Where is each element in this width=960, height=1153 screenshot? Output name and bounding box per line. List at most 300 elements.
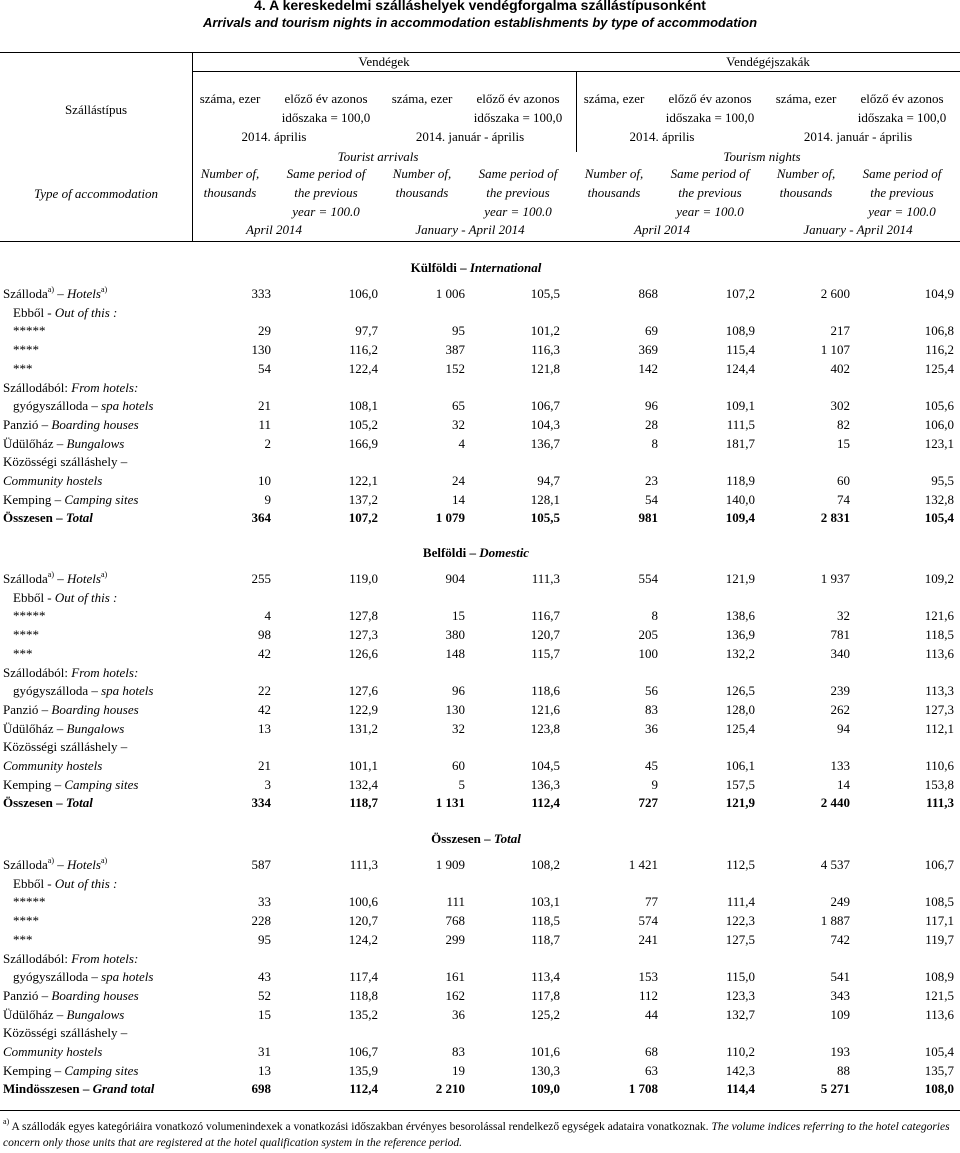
table-cell: 21 (258, 398, 271, 414)
table-cell: 112 (638, 987, 658, 1003)
table-cell: 768 (445, 913, 465, 929)
table-cell: 181,7 (725, 435, 755, 451)
table-cell: 1 909 (435, 857, 465, 872)
table-cell: 100 (638, 645, 658, 661)
row-label-hu: Szálloda (3, 571, 48, 586)
group-rule (192, 71, 960, 72)
table-cell: 101,6 (530, 1044, 560, 1059)
table-cell: 364 (251, 510, 271, 526)
period-header-en: April 2014 (634, 222, 690, 237)
table-cell: 3 (264, 776, 271, 792)
table-cell: 22 (258, 683, 271, 699)
row-label-en: Camping sites (64, 776, 139, 792)
row-label (3, 702, 139, 718)
row-label-en: Out of this : (54, 589, 118, 605)
table-cell: 105,4 (924, 1044, 954, 1059)
table-cell: 114,4 (726, 1081, 755, 1097)
row-label-hu: Ebből - (13, 875, 52, 891)
table-cell: 107,2 (725, 286, 755, 301)
table-cell: 241 (638, 931, 658, 947)
row-label (13, 894, 46, 910)
row-label-hu: gyógyszálloda (13, 683, 89, 699)
col-header-en-2: thousands (395, 185, 449, 200)
table-cell: 13 (258, 720, 271, 736)
table-cell: 122,3 (725, 913, 755, 929)
table-cell: 109,4 (725, 510, 755, 526)
table-cell: 387 (445, 342, 465, 358)
table-cell: 106,7 (924, 857, 954, 872)
row-label (3, 473, 102, 489)
table-cell: 118,7 (349, 795, 378, 811)
dash: – (51, 491, 65, 507)
group-arrivals-hu: Vendégek (358, 54, 410, 69)
table-cell: 96 (645, 398, 658, 414)
period-header-hu: 2014. január - április (415, 129, 525, 144)
row-label (3, 492, 138, 508)
table-cell: 23 (645, 473, 658, 488)
table-cell: 1 937 (820, 571, 850, 586)
table-cell: 1 079 (435, 510, 465, 526)
row-label-en: From hotels: (71, 950, 139, 966)
row-label (13, 361, 33, 377)
table-cell: 135,9 (348, 1062, 378, 1078)
table-cell: 105,2 (348, 416, 378, 432)
table-cell: 121,6 (924, 608, 954, 624)
table-cell: 116,2 (349, 342, 378, 358)
table-cell: 135,2 (348, 1006, 378, 1022)
section-heading-en: Total (493, 831, 521, 846)
table-cell: 781 (830, 627, 850, 643)
section-heading-en: International (469, 260, 542, 275)
period-header-hu: 2014. április (241, 129, 307, 144)
table-cell: 11 (258, 416, 271, 432)
table-cell: 109,1 (725, 398, 755, 414)
header-bottom-rule (0, 241, 960, 242)
table-cell: 239 (830, 683, 850, 699)
table-cell: 13 (258, 1062, 271, 1078)
table-cell: 193 (830, 1044, 850, 1059)
table-cell: 118,5 (531, 913, 560, 929)
footnote-ref: a) (100, 570, 108, 579)
table-cell: 380 (445, 627, 465, 643)
table-cell: 131,2 (348, 720, 378, 736)
table-cell: 205 (638, 627, 658, 643)
row-label (3, 380, 138, 396)
group-nights-hu: Vendégéjszakák (726, 54, 810, 69)
col-header-en-1: Same period of (862, 166, 942, 181)
row-label-hu: Szálloda (3, 286, 48, 301)
table-cell: 77 (645, 894, 658, 910)
table-cell: 541 (830, 969, 850, 985)
table-cell: 21 (258, 758, 271, 773)
table-cell: 109,2 (924, 571, 954, 586)
row-label (13, 683, 153, 699)
dash: – (52, 795, 66, 811)
footnote-en: The volume indices referring to the hotel categories concern only those units that are registered at the hotel qualification system in the reference period. (3, 1121, 950, 1149)
row-label-hu: Mindösszesen (3, 1081, 80, 1097)
row-label (13, 932, 33, 948)
row-label-en: Boarding houses (51, 987, 139, 1003)
col-header-en-1: Number of, (776, 166, 836, 181)
table-cell: 108,0 (924, 1081, 954, 1097)
table-cell: 135,7 (924, 1062, 954, 1078)
footnote-ref: a) (47, 285, 54, 294)
table-cell: 126,5 (725, 683, 755, 699)
table-cell: 113,4 (531, 969, 560, 985)
row-label (3, 1063, 138, 1079)
table-cell: 42 (258, 645, 271, 661)
group-divider (576, 71, 577, 152)
table-cell: 299 (445, 931, 465, 947)
section-heading (411, 260, 542, 276)
table-cell: 33 (258, 894, 271, 910)
dash: – (53, 286, 67, 301)
table-cell: 113,6 (925, 1006, 954, 1022)
table-cell: 112,4 (531, 795, 560, 811)
col-header-en-2: the previous (294, 185, 358, 200)
table-cell: 107,2 (348, 510, 378, 526)
table-cell: 698 (251, 1081, 271, 1097)
footnote-mark: a) (3, 1117, 10, 1126)
table-cell: 111,3 (926, 795, 954, 811)
dash: – (117, 739, 128, 755)
table-cell: 162 (445, 987, 465, 1003)
table-cell: 574 (638, 913, 658, 929)
row-label-hu: Panzió (3, 701, 39, 717)
row-label-hu: Panzió (3, 416, 39, 432)
table-cell: 115,7 (531, 645, 560, 661)
group-nights-en: Tourism nights (723, 149, 801, 164)
table-cell: 116,2 (925, 342, 954, 358)
row-label-en: From hotels: (71, 664, 139, 680)
table-cell: 121,9 (725, 795, 755, 811)
footnote-ref: a) (47, 570, 54, 579)
table-cell: 2 210 (435, 1081, 465, 1097)
col-header-hu-top: száma, ezer (775, 91, 837, 106)
table-cell: 130 (251, 342, 271, 358)
col-header-en-2: the previous (486, 185, 550, 200)
table-cell: 2 440 (820, 795, 850, 811)
row-label (3, 721, 124, 737)
table-cell: 217 (830, 323, 850, 339)
dash: – (38, 987, 52, 1003)
table-cell: 108,9 (924, 969, 954, 985)
row-label (13, 323, 46, 339)
table-cell: 88 (837, 1062, 850, 1078)
table-cell: 904 (445, 571, 465, 586)
table-cell: 94 (837, 720, 850, 736)
row-label-en: Hotels (66, 286, 101, 301)
table-cell: 106,1 (725, 758, 755, 773)
table-cell: 56 (645, 683, 658, 699)
table-cell: 128,0 (725, 701, 755, 717)
table-cell: 117,4 (349, 969, 378, 985)
table-cell: 1 107 (820, 342, 850, 358)
table-cell: 130,3 (530, 1062, 560, 1078)
table-cell: 32 (452, 720, 465, 736)
row-label-en: Total (65, 510, 93, 526)
table-cell: 127,8 (348, 608, 378, 624)
table-cell: 95 (258, 931, 271, 947)
table-cell: 109,0 (530, 1081, 560, 1097)
row-label-hu: ***** (13, 894, 46, 910)
section-heading-hu: Belföldi (422, 545, 467, 560)
row-label-en: Total (65, 795, 93, 811)
row-label-en: spa hotels (101, 398, 154, 414)
table-cell: 52 (258, 987, 271, 1003)
table-cell: 868 (638, 286, 658, 301)
table-cell: 100,6 (348, 894, 378, 910)
row-label-hu: Szállodából: (3, 664, 68, 680)
table-cell: 402 (830, 360, 850, 376)
row-label-en: Hotels (66, 857, 101, 872)
footnote (3, 1119, 953, 1151)
dash: – (480, 831, 494, 846)
table-cell: 32 (837, 608, 850, 624)
table-cell: 106,7 (530, 398, 560, 414)
table-cell: 113,6 (925, 645, 954, 661)
table-cell: 42 (258, 701, 271, 717)
table-cell: 110,2 (726, 1044, 755, 1059)
table-cell: 36 (645, 720, 658, 736)
table-cell: 29 (258, 323, 271, 339)
table-cell: 113,3 (925, 683, 954, 699)
dash: – (53, 435, 67, 451)
row-label (3, 739, 127, 755)
table-cell: 5 271 (820, 1081, 850, 1097)
row-label-hu: gyógyszálloda (13, 969, 89, 985)
table-cell: 5 (458, 776, 465, 792)
row-label-en: Camping sites (64, 1062, 139, 1078)
table-cell: 4 (458, 435, 465, 451)
table-cell: 111,3 (531, 571, 560, 586)
table-cell: 1 887 (820, 913, 850, 929)
table-cell: 45 (645, 758, 658, 773)
col-header-en-3: year = 100.0 (676, 204, 744, 219)
table-cell: 255 (251, 571, 271, 586)
dash: – (51, 776, 65, 792)
table-cell: 118,8 (349, 987, 378, 1003)
table-cell: 166,9 (348, 435, 378, 451)
row-label-en: Boarding houses (51, 416, 139, 432)
table-cell: 727 (638, 795, 658, 811)
period-header-en: January - April 2014 (415, 222, 525, 237)
table-cell: 106,0 (924, 416, 954, 432)
col-header-en-3: year = 100.0 (484, 204, 552, 219)
period-header-hu: 2014. január - április (803, 129, 913, 144)
section-heading-en: Domestic (479, 545, 530, 560)
header-top-rule (0, 52, 960, 53)
footnote-ref: a) (47, 856, 54, 865)
table-cell: 121,5 (924, 987, 954, 1003)
row-label-hu: Összesen (3, 510, 53, 526)
row-label-hu: Szállodából: (3, 950, 68, 966)
row-label-hu: Ebből - (13, 589, 52, 605)
col-header-en-1: Same period of (478, 166, 558, 181)
table-cell: 128,1 (530, 491, 560, 507)
table-cell: 112,1 (925, 720, 954, 736)
table-cell: 4 (264, 608, 271, 624)
table-cell: 228 (251, 913, 271, 929)
table-cell: 742 (830, 931, 850, 947)
table-cell: 101,2 (530, 323, 560, 339)
table-cell: 334 (251, 795, 271, 811)
row-label-hu: Szálloda (3, 857, 48, 872)
dash: – (88, 969, 102, 985)
table-cell: 108,5 (924, 894, 954, 910)
table-cell: 82 (837, 416, 850, 432)
row-label-hu: *** (13, 360, 33, 376)
table-cell: 112,4 (349, 1081, 378, 1097)
table-cell: 116,7 (531, 608, 560, 624)
footnote-ref: a) (100, 856, 108, 865)
table-cell: 157,5 (725, 776, 755, 792)
table-cell: 119,7 (925, 931, 954, 947)
table-cell: 9 (264, 491, 271, 507)
table-cell: 554 (638, 571, 658, 586)
row-label-en: Bungalows (66, 435, 125, 451)
stub-label-hu: Szállástípus (64, 102, 128, 117)
row-label (3, 436, 124, 452)
row-label-en: Boarding houses (51, 701, 139, 717)
table-cell: 83 (452, 1044, 465, 1059)
col-header-en-2: thousands (779, 185, 833, 200)
row-label-hu: Kemping (3, 1062, 52, 1078)
table-cell: 1 421 (628, 857, 658, 872)
row-label-en: Camping sites (64, 491, 139, 507)
row-label-hu: Összesen (3, 795, 53, 811)
table-cell: 2 600 (820, 286, 850, 301)
table-cell: 15 (452, 608, 465, 624)
table-cell: 249 (830, 894, 850, 910)
table-cell: 302 (830, 398, 850, 414)
col-header-en-3: year = 100.0 (868, 204, 936, 219)
section-heading (431, 831, 521, 847)
table-cell: 43 (258, 969, 271, 985)
row-label (13, 590, 117, 606)
table-cell: 116,3 (531, 342, 560, 358)
dash: – (52, 510, 66, 526)
table-cell: 31 (258, 1044, 271, 1059)
table-cell: 110,6 (925, 758, 954, 773)
col-header-hu-top: száma, ezer (583, 91, 645, 106)
table-cell: 137,2 (348, 491, 378, 507)
table-cell: 109 (830, 1006, 850, 1022)
table-cell: 123,1 (924, 435, 954, 451)
table-cell: 14 (837, 776, 850, 792)
table-cell: 105,4 (924, 510, 954, 526)
row-label-en: Out of this : (54, 875, 118, 891)
table-cell: 120,7 (530, 627, 560, 643)
table-cell: 111,5 (726, 416, 755, 432)
row-label-hu: *** (13, 931, 33, 947)
table-cell: 123,8 (530, 720, 560, 736)
dash: – (117, 1025, 128, 1041)
table-cell: 123,3 (725, 987, 755, 1003)
stub-label-en: Type of accommodation (34, 186, 158, 201)
row-label-en: From hotels: (71, 379, 139, 395)
section-heading-hu: Külföldi (410, 260, 457, 275)
page-title: 4. A kereskedelmi szálláshelyek vendégforgalma szállástípusonként (254, 0, 706, 13)
table-cell: 105,6 (924, 398, 954, 414)
footnote-hu: A szállodák egyes kategóriáira vonatkozó volumenindexek a vonatkozási időszakban érvényes besorolással rendelkező egységek adataira vonatkoznak. (11, 1121, 709, 1133)
table-cell: 130 (445, 701, 465, 717)
table-cell: 74 (837, 491, 850, 507)
table-cell: 140,0 (725, 491, 755, 507)
row-label (13, 305, 117, 321)
table-cell: 111,3 (349, 857, 378, 872)
table-cell: 369 (638, 342, 658, 358)
table-cell: 10 (258, 473, 271, 488)
row-label-en: Community hostels (3, 473, 103, 488)
table-cell: 138,6 (725, 608, 755, 624)
table-cell: 136,7 (530, 435, 560, 451)
row-label-en: Grand total (92, 1081, 155, 1097)
table-cell: 122,1 (348, 473, 378, 488)
table-cell: 981 (638, 510, 658, 526)
row-label (3, 758, 102, 774)
row-label-hu: Közösségi szálláshely (3, 454, 118, 470)
section-heading (423, 545, 529, 561)
table-cell: 8 (651, 435, 658, 451)
dash: – (38, 416, 52, 432)
row-label-hu: Közösségi szálláshely (3, 1025, 118, 1041)
table-cell: 122,9 (348, 701, 378, 717)
col-header-en-1: Same period of (670, 166, 750, 181)
table-cell: 121,9 (725, 571, 755, 586)
page-subtitle: Arrivals and tourism nights in accommodation establishments by type of accommodation (202, 15, 758, 30)
table-cell: 97,7 (355, 323, 378, 339)
period-header-en: April 2014 (246, 222, 302, 237)
table-cell: 95,5 (931, 473, 954, 488)
table-cell: 117,1 (925, 913, 954, 929)
table-cell: 60 (837, 473, 850, 488)
row-label-hu: **** (13, 627, 39, 643)
col-header-hu-top: száma, ezer (199, 91, 261, 106)
table-cell: 111,4 (726, 894, 755, 910)
table-cell: 148 (445, 645, 465, 661)
dash: – (466, 545, 480, 560)
table-cell: 124,2 (348, 931, 378, 947)
table-cell: 104,5 (530, 758, 560, 773)
table-cell: 105,5 (530, 286, 560, 301)
row-label-hu: Üdülőház (3, 435, 54, 451)
table-cell: 333 (251, 286, 271, 301)
row-label-hu: Szállodából: (3, 379, 68, 395)
table-cell: 4 537 (820, 857, 850, 872)
table-cell: 112,5 (726, 857, 755, 872)
table-cell: 95 (452, 323, 465, 339)
row-label (13, 876, 117, 892)
table-cell: 153,8 (924, 776, 954, 792)
dash: – (88, 398, 102, 414)
dash: – (51, 1062, 65, 1078)
col-header-hu-top: száma, ezer (391, 91, 453, 106)
table-cell: 133 (830, 758, 850, 773)
table-cell: 108,2 (530, 857, 560, 872)
row-label (3, 665, 138, 681)
table-cell: 15 (258, 1006, 271, 1022)
table-cell: 1 131 (435, 795, 465, 811)
period-header-en: January - April 2014 (803, 222, 913, 237)
period-header-hu: 2014. április (629, 129, 695, 144)
row-label-en: Community hostels (3, 1044, 103, 1059)
table-cell: 118,9 (726, 473, 755, 488)
table-cell: 127,3 (348, 627, 378, 643)
dash: – (117, 454, 128, 470)
row-label (13, 627, 39, 643)
table-cell: 127,6 (348, 683, 378, 699)
